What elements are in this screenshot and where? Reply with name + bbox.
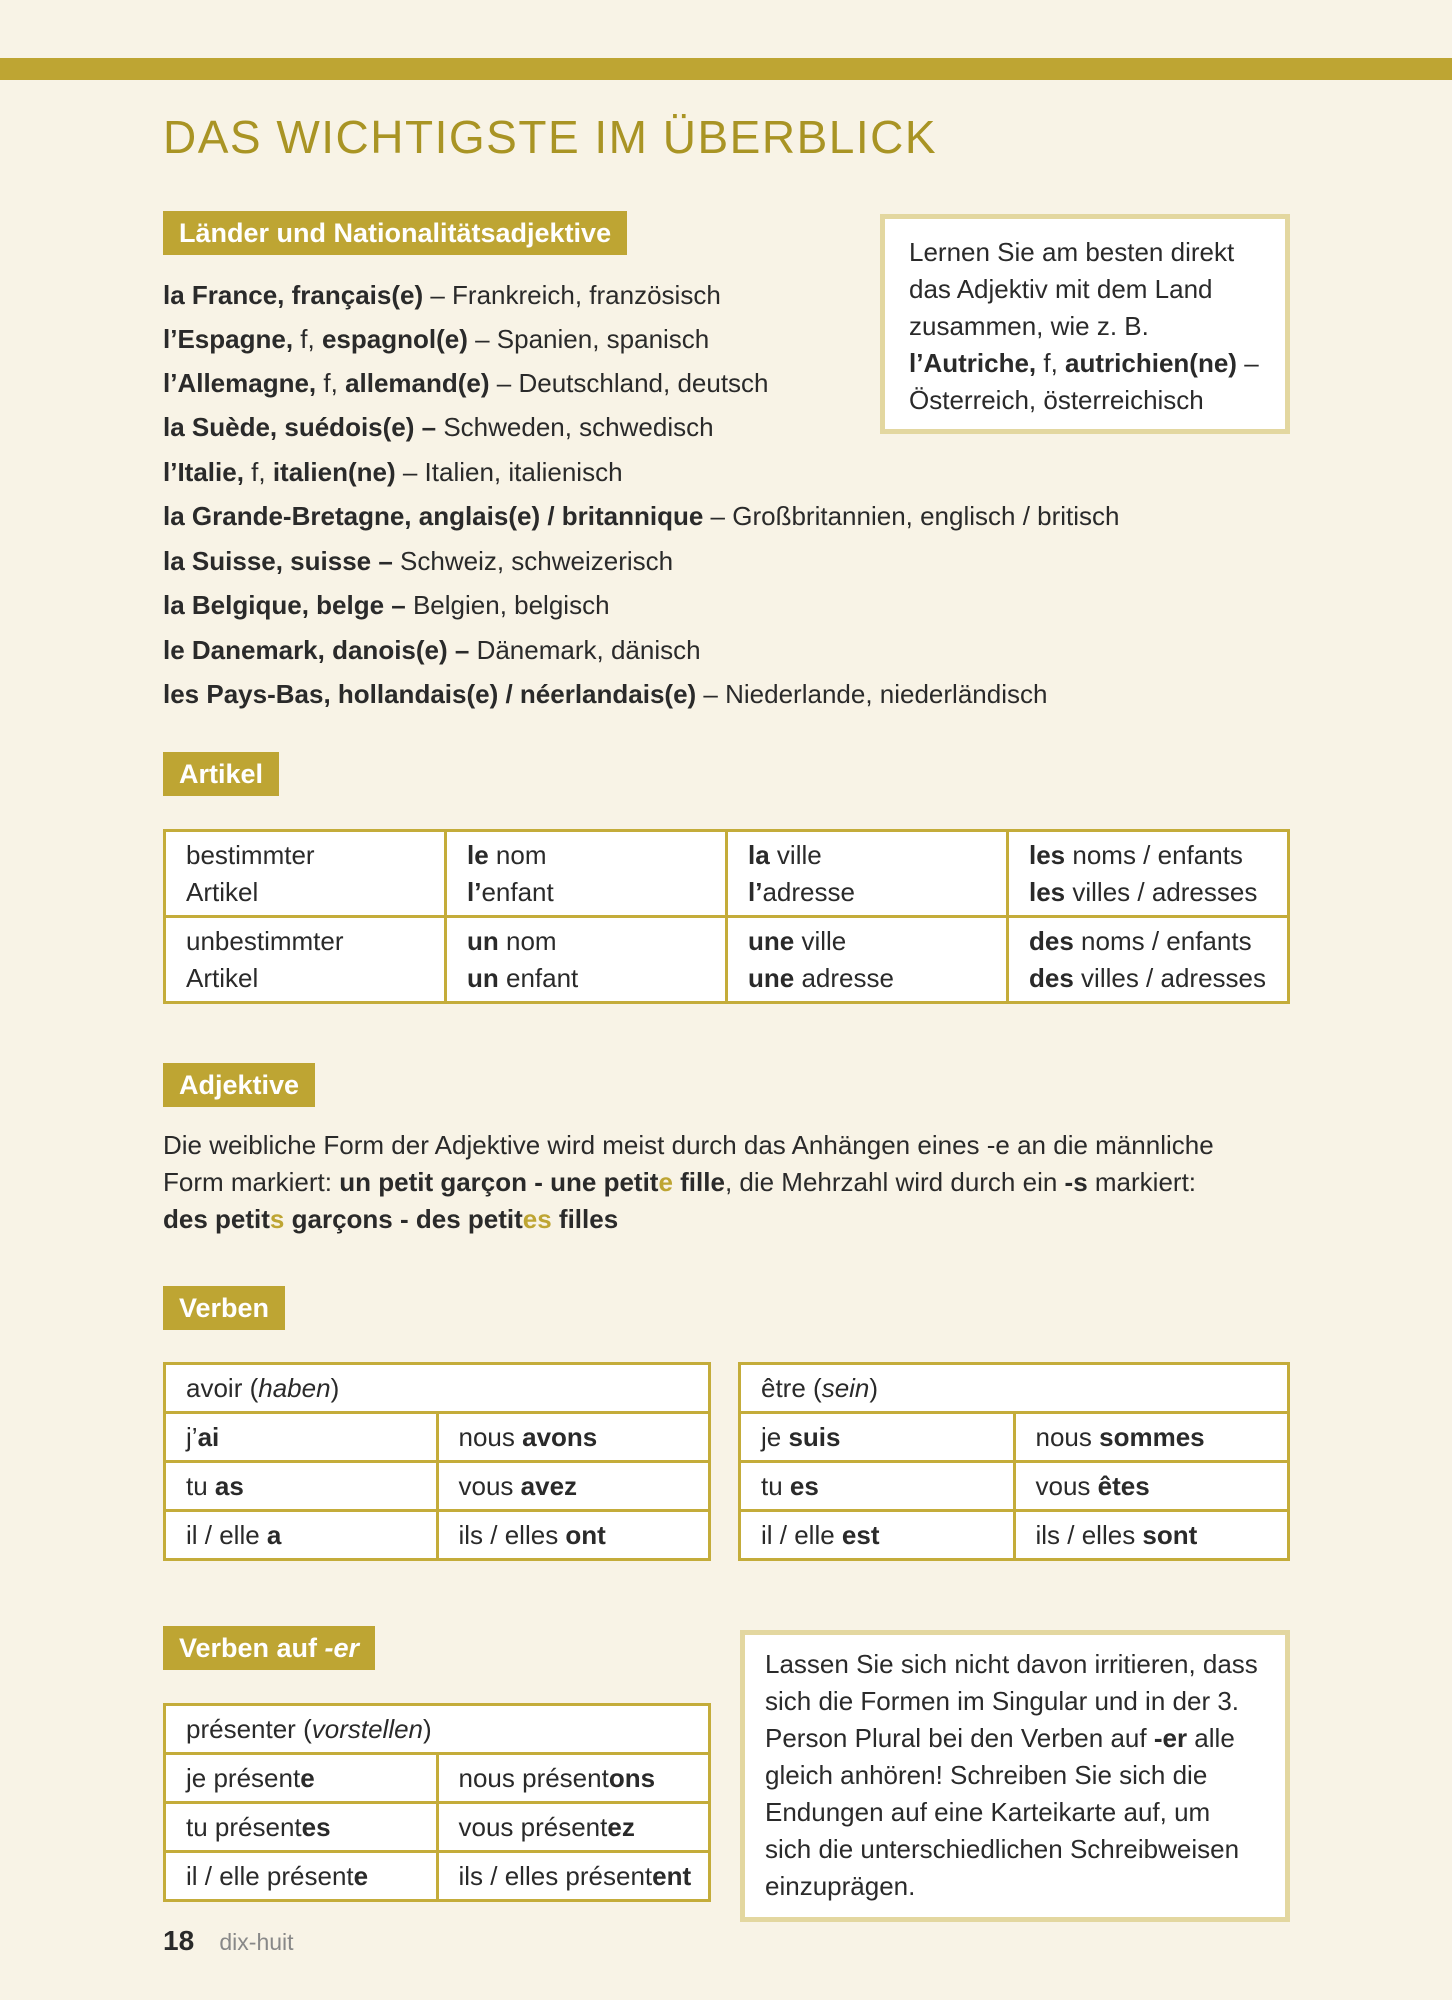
table-row [165, 1803, 710, 1852]
tip-text: Lassen Sie sich nicht davon irritieren, dass [765, 1649, 1258, 1679]
table-cell: les noms / enfants les villes / adresses [1008, 831, 1289, 917]
table-row [165, 1705, 710, 1754]
table-cell: ils / elles ont [437, 1511, 710, 1560]
text-line: Die weibliche Form der Adjektive wird meist durch das Anhängen eines -e an die männliche [163, 1130, 1214, 1160]
avoir-conjugation-table [163, 1362, 711, 1561]
table-row [165, 1364, 710, 1413]
country-line: la Suède, suédois(e) – Schweden, schwedisch [163, 412, 714, 442]
verb-header: être (sein) [740, 1364, 1289, 1413]
text-line: Form markiert: un petit garçon - une petite fille, die Mehrzahl wird durch ein -s markiert: [163, 1167, 1197, 1197]
tip-text: Lernen Sie am besten direkt [909, 237, 1235, 267]
country-line: l’Espagne, f, espagnol(e) – Spanien, spanisch [163, 324, 710, 354]
tip-text: Endungen auf eine Karteikarte auf, um [765, 1797, 1211, 1827]
table-cell: unbestimmter Artikel [165, 917, 446, 1003]
articles-table [163, 829, 1290, 1004]
country-line: la Grande-Bretagne, anglais(e) / britannique – Großbritannien, englisch / britisch [163, 501, 1120, 531]
top-accent-bar [0, 58, 1452, 80]
country-line: les Pays-Bas, hollandais(e) / néerlandais(e) – Niederlande, niederländisch [163, 679, 1048, 709]
etre-conjugation-table [738, 1362, 1290, 1561]
table-row [740, 1413, 1289, 1462]
table-row [740, 1462, 1289, 1511]
table-row [740, 1511, 1289, 1560]
tip-text: sich die unterschiedlichen Schreibweisen [765, 1834, 1240, 1864]
section-label-verbs: Verben [163, 1286, 285, 1330]
table-cell: un nom un enfant [446, 917, 727, 1003]
tip-text: gleich anhören! Schreiben Sie sich die [765, 1760, 1208, 1790]
country-line: le Danemark, danois(e) – Dänemark, dänisch [163, 635, 701, 665]
table-row [165, 917, 1289, 1003]
table-row [165, 831, 1289, 917]
table-cell: il / elle a [165, 1511, 438, 1560]
table-row [165, 1754, 710, 1803]
table-cell: nous avons [437, 1413, 710, 1462]
tip-text: Österreich, österreichisch [909, 385, 1204, 415]
tip-text: Person Plural bei den Verben auf -er alle [765, 1723, 1235, 1753]
tip-text: sich die Formen im Singular und in der 3. [765, 1686, 1240, 1716]
country-line: l’Allemagne, f, allemand(e) – Deutschland, deutsch [163, 368, 769, 398]
verb-header: présenter (vorstellen) [165, 1705, 710, 1754]
table-row [165, 1462, 710, 1511]
table-cell: tu as [165, 1462, 438, 1511]
table-cell: je présente [165, 1754, 438, 1803]
table-row [165, 1852, 710, 1901]
table-cell: il / elle présente [165, 1852, 438, 1901]
adjectives-explanation [163, 1127, 1293, 1238]
country-line: la Suisse, suisse – Schweiz, schweizerisch [163, 546, 674, 576]
table-cell: la ville l’adresse [727, 831, 1008, 917]
presenter-conjugation-table [163, 1703, 711, 1902]
table-cell: ils / elles présentent [437, 1852, 710, 1901]
table-cell: une ville une adresse [727, 917, 1008, 1003]
table-cell: nous sommes [1014, 1413, 1289, 1462]
tip-text: einzuprägen. [765, 1871, 916, 1901]
country-line: l’Italie, f, italien(ne) – Italien, italienisch [163, 457, 623, 487]
table-cell: il / elle est [740, 1511, 1015, 1560]
table-cell: des noms / enfants des villes / adresses [1008, 917, 1289, 1003]
section-label-adjectives: Adjektive [163, 1063, 315, 1107]
section-label-countries: Länder und Nationalitätsadjektive [163, 211, 627, 255]
table-cell: nous présentons [437, 1754, 710, 1803]
table-cell: bestimmter Artikel [165, 831, 446, 917]
country-line: la Belgique, belge – Belgien, belgisch [163, 590, 610, 620]
page-number: 18 [163, 1925, 195, 1956]
tip-box-adjective [880, 214, 1290, 434]
tip-text: das Adjektiv mit dem Land [909, 274, 1213, 304]
text-line: des petits garçons - des petites filles [163, 1204, 619, 1234]
page-footer [163, 1925, 294, 1957]
table-cell: ils / elles sont [1014, 1511, 1289, 1560]
section-label-er-verbs: Verben auf -er [163, 1626, 375, 1670]
table-row [165, 1413, 710, 1462]
table-cell: vous avez [437, 1462, 710, 1511]
page-number-word: dix-huit [219, 1929, 294, 1955]
table-cell: vous êtes [1014, 1462, 1289, 1511]
table-cell: vous présentez [437, 1803, 710, 1852]
tip-box-er-verbs [740, 1630, 1290, 1922]
table-cell: tu présentes [165, 1803, 438, 1852]
table-row [740, 1364, 1289, 1413]
table-cell: je suis [740, 1413, 1015, 1462]
tip-example: l’Autriche, f, autrichien(ne) – [909, 348, 1259, 378]
country-line: la France, français(e) – Frankreich, französisch [163, 280, 721, 310]
verb-header: avoir (haben) [165, 1364, 710, 1413]
table-cell: le nom l’enfant [446, 831, 727, 917]
table-cell: tu es [740, 1462, 1015, 1511]
section-label-articles: Artikel [163, 752, 279, 796]
table-cell: j’ai [165, 1413, 438, 1462]
tip-text: zusammen, wie z. B. [909, 311, 1149, 341]
page-title: DAS WICHTIGSTE IM ÜBERBLICK [163, 111, 938, 163]
table-row [165, 1511, 710, 1560]
